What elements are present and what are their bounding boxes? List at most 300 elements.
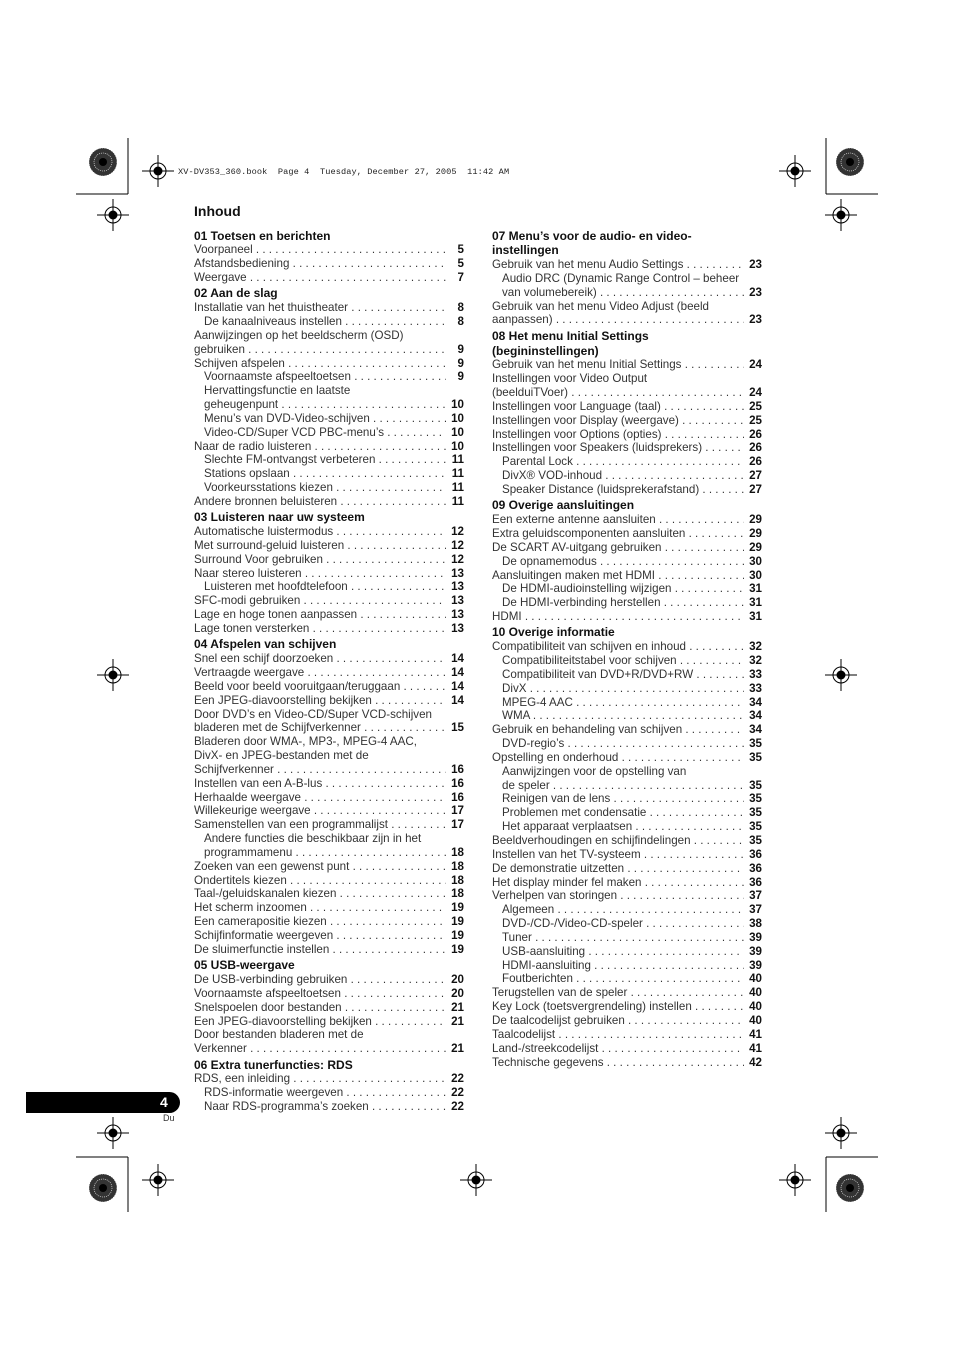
toc-entry-page: 16 bbox=[451, 790, 464, 804]
toc-entry-title: Key Lock (toetsvergrendeling) instellen . . . bbox=[492, 1000, 744, 1014]
toc-entry-page: 31 bbox=[749, 610, 762, 624]
toc-entry-page: 16 bbox=[451, 762, 464, 776]
toc-entry-page: 12 bbox=[451, 552, 464, 566]
toc-entry-page: 35 bbox=[749, 820, 762, 834]
toc-entry-page: 30 bbox=[749, 568, 762, 582]
toc-entry[interactable] bbox=[492, 945, 762, 959]
toc-entry-text: Door bestanden bladeren met de bbox=[194, 1028, 364, 1042]
toc-entry[interactable] bbox=[194, 915, 464, 929]
toc-entry-title: Schijven afspelen . . . bbox=[194, 357, 446, 371]
toc-entry-title: Beeldverhoudingen en schijfindelingen . . . bbox=[492, 834, 744, 848]
toc-entry-page: 23 bbox=[749, 258, 762, 272]
toc-entry-text: Bladeren door WMA-, MP3-, MPEG-4 AAC, bbox=[194, 735, 417, 749]
toc-entry[interactable] bbox=[194, 453, 464, 467]
toc-entry-page: 38 bbox=[749, 917, 762, 931]
toc-entry[interactable] bbox=[194, 580, 464, 594]
toc-entry-page: 31 bbox=[749, 582, 762, 596]
section-heading: 02 Aan de slag bbox=[194, 286, 278, 301]
toc-entry-title: Aansluitingen maken met HDMI . . . bbox=[492, 569, 744, 583]
toc-entry-page: 9 bbox=[457, 370, 464, 384]
toc-entry[interactable] bbox=[492, 709, 762, 723]
toc-entry-title: Opstelling en onderhoud . . . bbox=[492, 751, 744, 765]
toc-entry-title: Voorkeursstations kiezen . . . bbox=[204, 481, 446, 495]
toc-entry-page: 17 bbox=[451, 804, 464, 818]
toc-entry-title: Automatische luistermodus . . . bbox=[194, 525, 446, 539]
toc-entry[interactable] bbox=[194, 777, 464, 791]
section-heading: 05 USB-weergave bbox=[194, 958, 295, 973]
toc-entry-title: Video-CD/Super VCD PBC-menu’s . . . bbox=[204, 426, 446, 440]
toc-entry[interactable] bbox=[492, 917, 762, 931]
toc-entry-title: Instellen van een A-B-lus . . . bbox=[194, 777, 446, 791]
toc-entry-title: Instellingen voor Language (taal) . . . bbox=[492, 400, 744, 414]
toc-entry-page: 13 bbox=[451, 566, 464, 580]
toc-entry-page: 18 bbox=[451, 873, 464, 887]
toc-entry[interactable] bbox=[492, 848, 762, 862]
toc-entry-page: 34 bbox=[749, 723, 762, 737]
toc-entry-title: Andere bronnen beluisteren . . . bbox=[194, 495, 446, 509]
toc-entry-title: Willekeurige weergave . . . bbox=[194, 804, 446, 818]
toc-entry-page: 8 bbox=[457, 301, 464, 315]
toc-entry-page: 18 bbox=[451, 845, 464, 859]
toc-entry-title: Verkenner . . . bbox=[194, 1042, 446, 1056]
toc-entry-page: 13 bbox=[451, 621, 464, 635]
toc-entry[interactable] bbox=[492, 820, 762, 834]
page-number: 4 bbox=[160, 1094, 168, 1110]
toc-entry[interactable] bbox=[194, 567, 464, 581]
toc-entry[interactable] bbox=[492, 400, 762, 414]
toc-entry[interactable] bbox=[492, 469, 762, 483]
toc-entry[interactable] bbox=[492, 1042, 762, 1056]
toc-entry-title: Instellingen voor Options (opties) . . . bbox=[492, 428, 744, 442]
toc-entry-page: 39 bbox=[749, 930, 762, 944]
toc-entry[interactable] bbox=[492, 972, 762, 986]
crosshair-icon bbox=[97, 659, 129, 691]
toc-entry-title: De sluimerfunctie instellen . . . bbox=[194, 943, 446, 957]
toc-entry[interactable] bbox=[492, 986, 762, 1000]
registration-star-icon bbox=[836, 1174, 864, 1202]
toc-entry[interactable] bbox=[492, 792, 762, 806]
toc-entry-title: DivX® VOD-inhoud . . . bbox=[502, 469, 744, 483]
toc-entry-page: 11 bbox=[451, 481, 464, 495]
toc-entry-page: 25 bbox=[749, 413, 762, 427]
toc-entry-title: De kanaalniveaus instellen . . . bbox=[204, 315, 446, 329]
toc-entry-page: 23 bbox=[749, 313, 762, 327]
toc-entry-page: 29 bbox=[749, 526, 762, 540]
toc-entry[interactable] bbox=[492, 596, 762, 610]
section-heading: 07 Menu’s voor de audio- en video- bbox=[492, 228, 692, 243]
toc-entry-title: van volumebereik) . . . bbox=[502, 286, 744, 300]
section-heading-cont: (begininstellingen) bbox=[492, 343, 599, 358]
toc-entry[interactable] bbox=[492, 903, 762, 917]
toc-entry-title: Ondertitels kiezen . . . bbox=[194, 874, 446, 888]
toc-entry-page: 16 bbox=[451, 776, 464, 790]
toc-entry[interactable] bbox=[194, 343, 464, 357]
toc-entry-title: Slechte FM-ontvangst verbeteren . . . bbox=[204, 453, 446, 467]
toc-entry-title: Een camerapositie kiezen . . . bbox=[194, 915, 446, 929]
toc-entry[interactable] bbox=[194, 1001, 464, 1015]
toc-entry[interactable] bbox=[492, 258, 762, 272]
toc-column-right bbox=[492, 227, 762, 1069]
toc-entry-title: Herhaalde weergave . . . bbox=[194, 791, 446, 805]
toc-entry-page: 14 bbox=[451, 679, 464, 693]
toc-entry[interactable] bbox=[492, 428, 762, 442]
toc-entry[interactable] bbox=[194, 887, 464, 901]
toc-entry-page: 24 bbox=[749, 386, 762, 400]
toc-entry[interactable] bbox=[194, 818, 464, 832]
toc-entry-title: programmamenu . . . bbox=[204, 846, 446, 860]
toc-entry-title: Compatibiliteit van DVD+R/DVD+RW . . . bbox=[502, 668, 744, 682]
toc-entry-title: Een JPEG-diavoorstelling bekijken . . . bbox=[194, 1015, 446, 1029]
toc-entry[interactable] bbox=[194, 243, 464, 257]
toc-entry-title: Menu’s van DVD-Video-schijven . . . bbox=[204, 412, 446, 426]
toc-entry[interactable] bbox=[194, 426, 464, 440]
toc-entry[interactable] bbox=[492, 959, 762, 973]
toc-entry-title: De SCART AV-uitgang gebruiken . . . bbox=[492, 541, 744, 555]
toc-entry-page: 40 bbox=[749, 1000, 762, 1014]
section-heading: 08 Het menu Initial Settings bbox=[492, 328, 649, 343]
toc-entry-title: USB-aansluiting . . . bbox=[502, 945, 744, 959]
toc-entry[interactable] bbox=[194, 495, 464, 509]
toc-entry-page: 19 bbox=[451, 942, 464, 956]
toc-entry-title: Instellen van het TV-systeem . . . bbox=[492, 848, 744, 862]
toc-entry-page: 30 bbox=[749, 554, 762, 568]
toc-entry[interactable] bbox=[194, 412, 464, 426]
toc-entry[interactable] bbox=[492, 358, 762, 372]
toc-entry-page: 35 bbox=[749, 778, 762, 792]
toc-entry-title: Compatibiliteitstabel voor schijven . . . bbox=[502, 654, 744, 668]
toc-entry-title: Lage tonen versterken . . . bbox=[194, 622, 446, 636]
toc-entry[interactable] bbox=[194, 987, 464, 1001]
toc-entry-page: 18 bbox=[451, 887, 464, 901]
toc-entry-title: Een externe antenne aansluiten . . . bbox=[492, 513, 744, 527]
page-number-tab bbox=[26, 1092, 180, 1113]
toc-entry[interactable] bbox=[194, 594, 464, 608]
toc-entry-title: Surround Voor gebruiken . . . bbox=[194, 553, 446, 567]
toc-entry[interactable] bbox=[492, 441, 762, 455]
toc-entry[interactable] bbox=[492, 931, 762, 945]
registration-star-icon bbox=[89, 148, 117, 176]
toc-entry-title: Schijfinformatie weergeven . . . bbox=[194, 929, 446, 943]
toc-entry-title: geheugenpunt . . . bbox=[204, 398, 446, 412]
toc-entry[interactable] bbox=[194, 315, 464, 329]
toc-entry[interactable] bbox=[492, 779, 762, 793]
toc-entry-text: Audio DRC (Dynamic Range Control – beheer bbox=[502, 271, 740, 285]
toc-entry-page: 13 bbox=[451, 608, 464, 622]
toc-entry[interactable] bbox=[492, 610, 762, 624]
toc-entry[interactable] bbox=[194, 525, 464, 539]
toc-entry-title: De taalcodelijst gebruiken . . . bbox=[492, 1014, 744, 1028]
toc-entry[interactable] bbox=[194, 846, 464, 860]
toc-entry[interactable] bbox=[194, 791, 464, 805]
toc-entry[interactable] bbox=[194, 804, 464, 818]
toc-entry-page: 22 bbox=[451, 1100, 464, 1114]
toc-entry[interactable] bbox=[492, 1028, 762, 1042]
toc-entry-page: 10 bbox=[451, 398, 464, 412]
toc-entry[interactable] bbox=[492, 640, 762, 654]
toc-entry[interactable] bbox=[194, 398, 464, 412]
toc-entry-title: De opnamemodus . . . bbox=[502, 555, 744, 569]
toc-entry-page: 31 bbox=[749, 596, 762, 610]
toc-entry-page: 13 bbox=[451, 580, 464, 594]
toc-entry-title: Schijfverkenner . . . bbox=[194, 763, 446, 777]
toc-entry[interactable] bbox=[194, 721, 464, 735]
registration-star-icon bbox=[836, 148, 864, 176]
toc-entry[interactable] bbox=[194, 357, 464, 371]
toc-entry[interactable] bbox=[492, 806, 762, 820]
toc-entry[interactable] bbox=[492, 889, 762, 903]
toc-entry-page: 34 bbox=[749, 709, 762, 723]
toc-entry-title: Naar RDS-programma’s zoeken . . . bbox=[204, 1100, 446, 1114]
toc-entry-page: 21 bbox=[451, 1014, 464, 1028]
toc-entry[interactable] bbox=[492, 862, 762, 876]
section-heading: 10 Overige informatie bbox=[492, 625, 615, 640]
toc-entry-title: Tuner . . . bbox=[502, 931, 744, 945]
toc-entry[interactable] bbox=[492, 414, 762, 428]
toc-entry-title: Speaker Distance (luidsprekerafstand) . . . bbox=[502, 483, 744, 497]
toc-entry-page: 40 bbox=[749, 1013, 762, 1027]
toc-entry-page: 37 bbox=[749, 889, 762, 903]
toc-entry[interactable] bbox=[194, 271, 464, 285]
toc-entry[interactable] bbox=[492, 876, 762, 890]
crosshair-icon bbox=[142, 155, 174, 187]
toc-entry[interactable] bbox=[194, 680, 464, 694]
toc-entry[interactable] bbox=[194, 929, 464, 943]
toc-entry-page: 5 bbox=[457, 243, 464, 257]
toc-entry-title: DVD-regio’s . . . bbox=[502, 737, 744, 751]
toc-entry[interactable] bbox=[492, 668, 762, 682]
toc-entry-title: MPEG-4 AAC . . . bbox=[502, 696, 744, 710]
toc-entry[interactable] bbox=[194, 440, 464, 454]
toc-entry-page: 29 bbox=[749, 513, 762, 527]
toc-entry-page: 14 bbox=[451, 665, 464, 679]
toc-entry[interactable] bbox=[492, 582, 762, 596]
toc-entry[interactable] bbox=[194, 257, 464, 271]
toc-entry-title: Een JPEG-diavoorstelling bekijken . . . bbox=[194, 694, 446, 708]
toc-entry-page: 25 bbox=[749, 399, 762, 413]
toc-entry-title: Beeld voor beeld vooruitgaan/teruggaan . . . bbox=[194, 680, 446, 694]
toc-entry-page: 11 bbox=[451, 453, 464, 467]
toc-entry-title: Extra geluidscomponenten aansluiten . . . bbox=[492, 527, 744, 541]
toc-entry-title: Compatibiliteit van schijven en inhoud . . . bbox=[492, 640, 744, 654]
toc-entry-title: Weergave . . . bbox=[194, 271, 446, 285]
toc-entry-title: HDMI-aansluiting . . . bbox=[502, 959, 744, 973]
toc-entry-page: 10 bbox=[451, 425, 464, 439]
toc-entry-page: 22 bbox=[451, 1086, 464, 1100]
toc-entry[interactable] bbox=[194, 467, 464, 481]
toc-entry-text: Gebruik van het menu Video Adjust (beeld bbox=[492, 299, 709, 313]
toc-entry[interactable] bbox=[492, 682, 762, 696]
toc-entry-title: Snel een schijf doorzoeken . . . bbox=[194, 652, 446, 666]
toc-entry-title: De HDMI-verbinding herstellen . . . bbox=[502, 596, 744, 610]
toc-entry-title: De USB-verbinding gebruiken . . . bbox=[194, 973, 446, 987]
toc-entry-title: Vertraagde weergave . . . bbox=[194, 666, 446, 680]
registration-star-icon bbox=[89, 1174, 117, 1202]
toc-entry-page: 9 bbox=[457, 342, 464, 356]
toc-entry[interactable] bbox=[492, 1056, 762, 1070]
crosshair-icon bbox=[97, 1117, 129, 1149]
toc-entry-page: 39 bbox=[749, 944, 762, 958]
crosshair-icon bbox=[825, 1117, 857, 1149]
toc-entry-title: Problemen met condensatie . . . bbox=[502, 806, 744, 820]
toc-entry-title: Taalcodelijst . . . bbox=[492, 1028, 744, 1042]
toc-entry-page: 15 bbox=[451, 721, 464, 735]
toc-entry-page: 37 bbox=[749, 903, 762, 917]
toc-entry-title: Instellingen voor Display (weergave) . . . bbox=[492, 414, 744, 428]
toc-entry-title: Stations opslaan . . . bbox=[204, 467, 446, 481]
section-heading: 09 Overige aansluitingen bbox=[492, 498, 635, 513]
page-language: Du bbox=[163, 1113, 175, 1123]
toc-entry-title: (beelduiTVoer) . . . bbox=[492, 386, 744, 400]
toc-entry[interactable] bbox=[194, 608, 464, 622]
toc-entry-page: 9 bbox=[457, 356, 464, 370]
toc-entry[interactable] bbox=[194, 694, 464, 708]
toc-entry-page: 29 bbox=[749, 540, 762, 554]
toc-entry-page: 19 bbox=[451, 901, 464, 915]
toc-entry[interactable] bbox=[194, 622, 464, 636]
toc-entry-title: gebruiken . . . bbox=[194, 343, 446, 357]
toc-entry[interactable] bbox=[492, 527, 762, 541]
section-heading: 04 Afspelen van schijven bbox=[194, 637, 337, 652]
toc-entry-text: DivX- en JPEG-bestanden met de bbox=[194, 749, 369, 763]
toc-entry-page: 26 bbox=[749, 441, 762, 455]
toc-entry[interactable] bbox=[492, 654, 762, 668]
toc-entry-page: 21 bbox=[451, 1042, 464, 1056]
toc-entry-title: Algemeen . . . bbox=[502, 903, 744, 917]
crosshair-icon bbox=[825, 659, 857, 691]
toc-entry[interactable] bbox=[194, 481, 464, 495]
toc-entry[interactable] bbox=[492, 541, 762, 555]
toc-entry-page: 10 bbox=[451, 411, 464, 425]
toc-entry-page: 22 bbox=[451, 1072, 464, 1086]
toc-entry[interactable] bbox=[492, 723, 762, 737]
toc-entry[interactable] bbox=[194, 860, 464, 874]
toc-entry-page: 14 bbox=[451, 693, 464, 707]
toc-entry-page: 33 bbox=[749, 667, 762, 681]
toc-entry-title: Luisteren met hoofdtelefoon . . . bbox=[204, 580, 446, 594]
toc-entry-title: Gebruik van het menu Initial Settings . . . bbox=[492, 358, 744, 372]
toc-entry-title: De HDMI-audioinstelling wijzigen . . . bbox=[502, 582, 744, 596]
toc-entry-title: Met surround-geluid luisteren . . . bbox=[194, 539, 446, 553]
toc-entry-page: 13 bbox=[451, 594, 464, 608]
toc-entry-title: Samenstellen van een programmalijst . . . bbox=[194, 818, 446, 832]
page-title: Inhoud bbox=[194, 203, 241, 219]
toc-entry[interactable] bbox=[492, 1000, 762, 1014]
toc-entry[interactable] bbox=[492, 286, 762, 300]
toc-entry-page: 19 bbox=[451, 929, 464, 942]
toc-entry-page: 11 bbox=[451, 494, 464, 508]
toc-entry-text: Aanwijzingen voor de opstelling van bbox=[502, 764, 687, 778]
toc-entry[interactable] bbox=[194, 1015, 464, 1029]
toc-entry[interactable] bbox=[194, 666, 464, 680]
toc-entry[interactable] bbox=[194, 943, 464, 957]
toc-entry-title: Voornaamste afspeeltoetsen . . . bbox=[194, 987, 446, 1001]
toc-entry-page: 12 bbox=[451, 525, 464, 539]
toc-entry[interactable] bbox=[492, 834, 762, 848]
toc-entry-page: 35 bbox=[749, 806, 762, 820]
toc-entry-title: RDS-informatie weergeven . . . bbox=[204, 1086, 446, 1100]
toc-entry[interactable] bbox=[492, 569, 762, 583]
toc-entry-title: Gebruik van het menu Audio Settings . . . bbox=[492, 258, 744, 272]
toc-entry-page: 33 bbox=[749, 681, 762, 695]
toc-entry[interactable] bbox=[492, 555, 762, 569]
toc-entry[interactable] bbox=[492, 751, 762, 765]
toc-entry-page: 35 bbox=[749, 792, 762, 806]
toc-entry-page: 10 bbox=[451, 439, 464, 453]
toc-entry[interactable] bbox=[194, 874, 464, 888]
toc-entry-title: Foutberichten . . . bbox=[502, 972, 744, 986]
toc-entry[interactable] bbox=[492, 1014, 762, 1028]
toc-entry[interactable] bbox=[194, 1086, 464, 1100]
toc-entry-title: Lage en hoge tonen aanpassen . . . bbox=[194, 608, 446, 622]
toc-entry[interactable] bbox=[492, 386, 762, 400]
toc-entry-page: 8 bbox=[457, 314, 464, 328]
toc-entry-text: Aanwijzingen op het beeldscherm (OSD) bbox=[194, 328, 404, 342]
crosshair-icon bbox=[779, 1164, 811, 1196]
toc-entry-title: Het display minder fel maken . . . bbox=[492, 876, 744, 890]
toc-entry-page: 41 bbox=[749, 1027, 762, 1041]
toc-entry-title: Taal-/geluidskanalen kiezen . . . bbox=[194, 887, 446, 901]
toc-entry[interactable] bbox=[194, 539, 464, 553]
toc-entry[interactable] bbox=[492, 455, 762, 469]
toc-entry[interactable] bbox=[194, 1100, 464, 1114]
toc-entry[interactable] bbox=[194, 901, 464, 915]
toc-entry-text: Door DVD’s en Video-CD/Super VCD-schijven bbox=[194, 707, 432, 721]
toc-entry-title: Verhelpen van storingen . . . bbox=[492, 889, 744, 903]
toc-entry-text: Hervattingsfunctie en laatste bbox=[204, 384, 351, 398]
toc-entry-page: 34 bbox=[749, 695, 762, 709]
section-heading: 06 Extra tunerfuncties: RDS bbox=[194, 1057, 353, 1072]
toc-entry[interactable] bbox=[194, 1042, 464, 1056]
toc-entry[interactable] bbox=[492, 513, 762, 527]
toc-entry-page: 12 bbox=[451, 538, 464, 552]
toc-entry-page: 42 bbox=[749, 1055, 762, 1069]
crosshair-icon bbox=[825, 199, 857, 231]
toc-entry-title: Het scherm inzoomen . . . bbox=[194, 901, 446, 915]
toc-entry[interactable] bbox=[194, 370, 464, 384]
toc-entry-title: Voornaamste afspeeltoetsen . . . bbox=[204, 370, 446, 384]
toc-entry[interactable] bbox=[194, 301, 464, 315]
toc-entry-page: 40 bbox=[749, 972, 762, 986]
toc-entry-text: Andere functies die beschikbaar zijn in het bbox=[204, 832, 422, 846]
toc-entry[interactable] bbox=[492, 313, 762, 327]
toc-entry[interactable] bbox=[194, 652, 464, 666]
toc-entry-title: Zoeken van een gewenst punt . . . bbox=[194, 860, 446, 874]
toc-entry[interactable] bbox=[194, 553, 464, 567]
toc-entry[interactable] bbox=[492, 696, 762, 710]
toc-entry[interactable] bbox=[194, 973, 464, 987]
toc-entry-title: Instellingen voor Speakers (luidsprekers) . . . bbox=[492, 441, 744, 455]
toc-entry-page: 7 bbox=[457, 270, 464, 284]
section-heading: 03 Luisteren naar uw systeem bbox=[194, 510, 365, 525]
toc-entry-title: aanpassen) . . . bbox=[492, 313, 744, 327]
toc-entry-title: HDMI . . . bbox=[492, 610, 744, 624]
toc-entry[interactable] bbox=[492, 737, 762, 751]
toc-entry[interactable] bbox=[492, 483, 762, 497]
toc-entry[interactable] bbox=[194, 1072, 464, 1086]
toc-entry-title: Land-/streekcodelijst . . . bbox=[492, 1042, 744, 1056]
toc-entry-page: 35 bbox=[749, 750, 762, 764]
toc-entry-title: DivX . . . bbox=[502, 682, 744, 696]
toc-entry-page: 18 bbox=[451, 859, 464, 873]
section-heading: 01 Toetsen en berichten bbox=[194, 228, 331, 243]
toc-entry-title: Terugstellen van de speler . . . bbox=[492, 986, 744, 1000]
crosshair-icon bbox=[460, 1164, 492, 1196]
toc-entry-page: 11 bbox=[451, 467, 464, 481]
toc-entry[interactable] bbox=[194, 763, 464, 777]
toc-entry-page: 32 bbox=[749, 654, 762, 668]
toc-entry-page: 36 bbox=[749, 847, 762, 861]
toc-entry-page: 36 bbox=[749, 875, 762, 889]
